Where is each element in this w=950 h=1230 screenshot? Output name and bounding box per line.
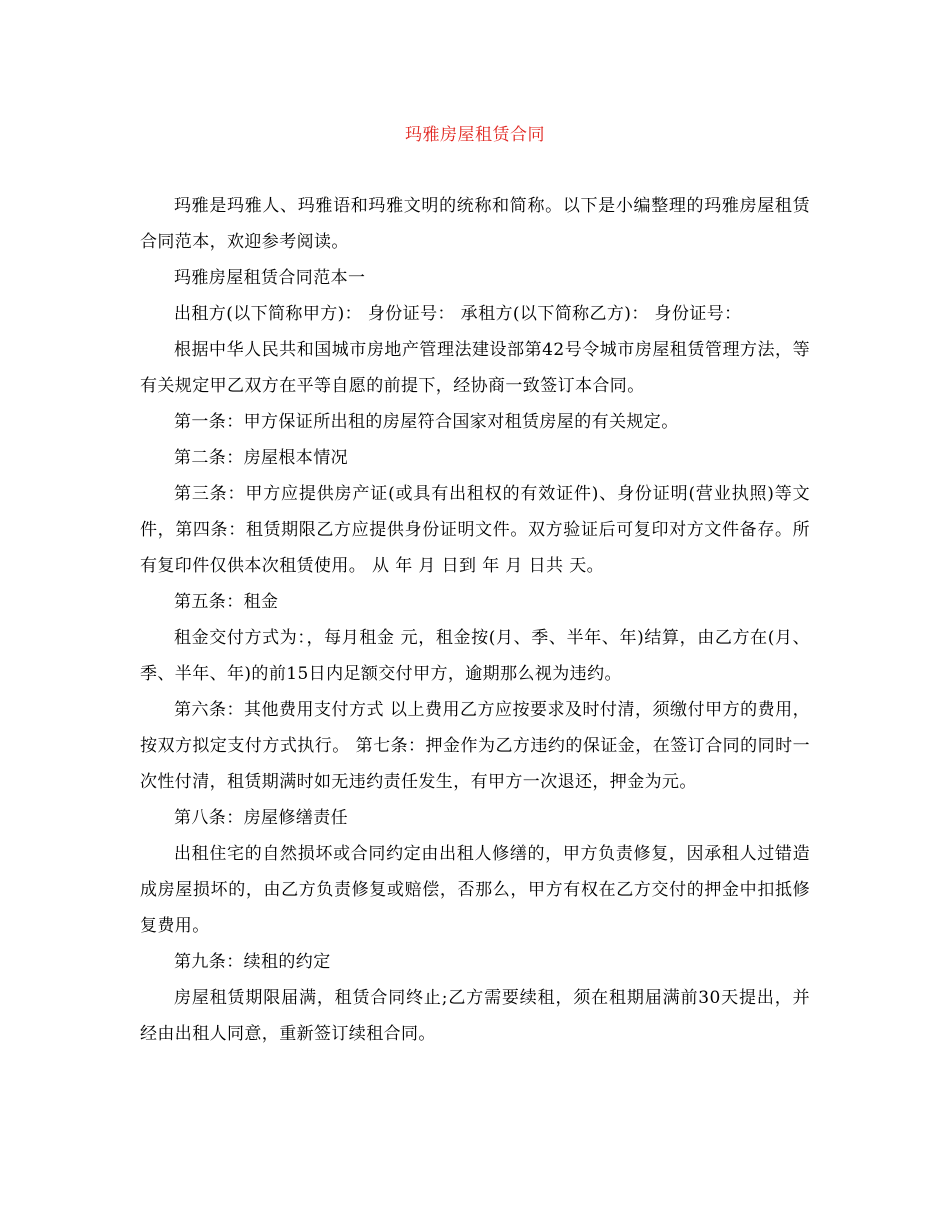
paragraph-article-5: 第五条：租金: [174, 592, 279, 612]
paragraph-article-1: 第一条：甲方保证所出租的房屋符合国家对租赁房屋的有关规定。: [174, 412, 679, 432]
paragraph-article-2: 第二条：房屋根本情况: [174, 448, 348, 468]
paragraph-article-3-4: 第三条：甲方应提供房产证(或具有出租权的有效证件)、身份证明(营业执照)等文件，第四条：租赁期限乙方应提供身份证明文件。双方验证后可复印对方文件备存。所有复印件仅供本次租赁使用。 从 年 月 日到 年 月 日共 天。: [140, 484, 810, 576]
paragraph-article-8: 第八条：房屋修缮责任: [174, 808, 348, 828]
paragraph-renewal-terms: 房屋租赁期限届满，租赁合同终止;乙方需要续租，须在租期届满前30天提出，并经由出租人同意，重新签订续租合同。: [140, 988, 810, 1044]
paragraph-rent-payment: 租金交付方式为：，每月租金 元，租金按(月、季、半年、年)结算，由乙方在(月、季、半年、年)的前15日内足额交付甲方，逾期那么视为违约。: [140, 628, 810, 684]
paragraph-repair-terms: 出租住宅的自然损坏或合同约定由出租人修缮的，甲方负责修复，因承租人过错造成房屋损坏的，由乙方负责修复或赔偿，否那么，甲方有权在乙方交付的押金中扣抵修复费用。: [140, 844, 810, 936]
paragraph-template-heading: 玛雅房屋租赁合同范本一: [174, 268, 366, 288]
paragraph-article-6-7: 第六条：其他费用支付方式 以上费用乙方应按要求及时付清，须缴付甲方的费用，按双方拟定支付方式执行。 第七条：押金作为乙方违约的保证金，在签订合同的同时一次性付清，租赁期满时如无违约责任发生，有甲方一次退还，押金为元。: [140, 700, 810, 792]
paragraph-intro: 玛雅是玛雅人、玛雅语和玛雅文明的统称和简称。以下是小编整理的玛雅房屋租赁合同范本，欢迎参考阅读。: [140, 196, 810, 252]
document-title: 玛雅房屋租赁合同: [405, 125, 545, 145]
paragraph-parties: 出租方(以下简称甲方)： 身份证号： 承租方(以下简称乙方)： 身份证号：: [174, 304, 742, 324]
paragraph-article-9: 第九条：续租的约定: [174, 952, 331, 972]
paragraph-legal-basis: 根据中华人民共和国城市房地产管理法建设部第42号令城市房屋租赁管理方法，等有关规定甲乙双方在平等自愿的前提下，经协商一致签订本合同。: [140, 340, 810, 396]
document-body: [140, 188, 810, 1052]
